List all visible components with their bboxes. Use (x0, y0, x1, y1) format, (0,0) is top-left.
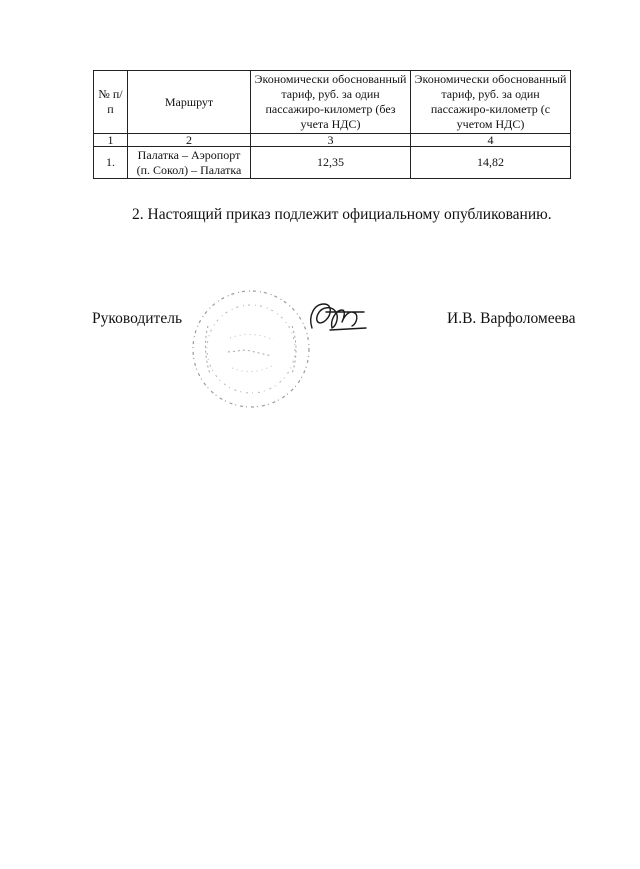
tariff-table (93, 70, 571, 179)
row-route: Палатка – Аэропорт (п. Сокол) – Палатка (128, 147, 251, 179)
row-tariff-with-vat: 14,82 (411, 147, 571, 179)
stamp-icon (188, 286, 314, 412)
column-number: 1 (94, 134, 128, 147)
table-row (94, 147, 571, 179)
header-route: Маршрут (128, 71, 251, 134)
header-tariff-with-vat: Экономически обоснованный тариф, руб. за один пассажиро-километр (с учетом НДС) (411, 71, 571, 134)
row-tariff-no-vat: 12,35 (251, 147, 411, 179)
column-number: 4 (411, 134, 571, 147)
signer-name: И.В. Варфоломеева (447, 310, 576, 327)
signer-title: Руководитель (92, 310, 183, 327)
header-number: № п/п (94, 71, 128, 134)
column-number: 3 (251, 134, 411, 147)
signature-icon (306, 298, 370, 338)
publication-paragraph: 2. Настоящий приказ подлежит официальному опубликованию. (132, 206, 552, 223)
column-number: 2 (128, 134, 251, 147)
header-tariff-no-vat: Экономически обоснованный тариф, руб. за один пассажиро-километр (без учета НДС) (251, 71, 411, 134)
row-number: 1. (94, 147, 128, 179)
table-column-numbers-row (94, 134, 571, 147)
table-header-row (94, 71, 571, 134)
